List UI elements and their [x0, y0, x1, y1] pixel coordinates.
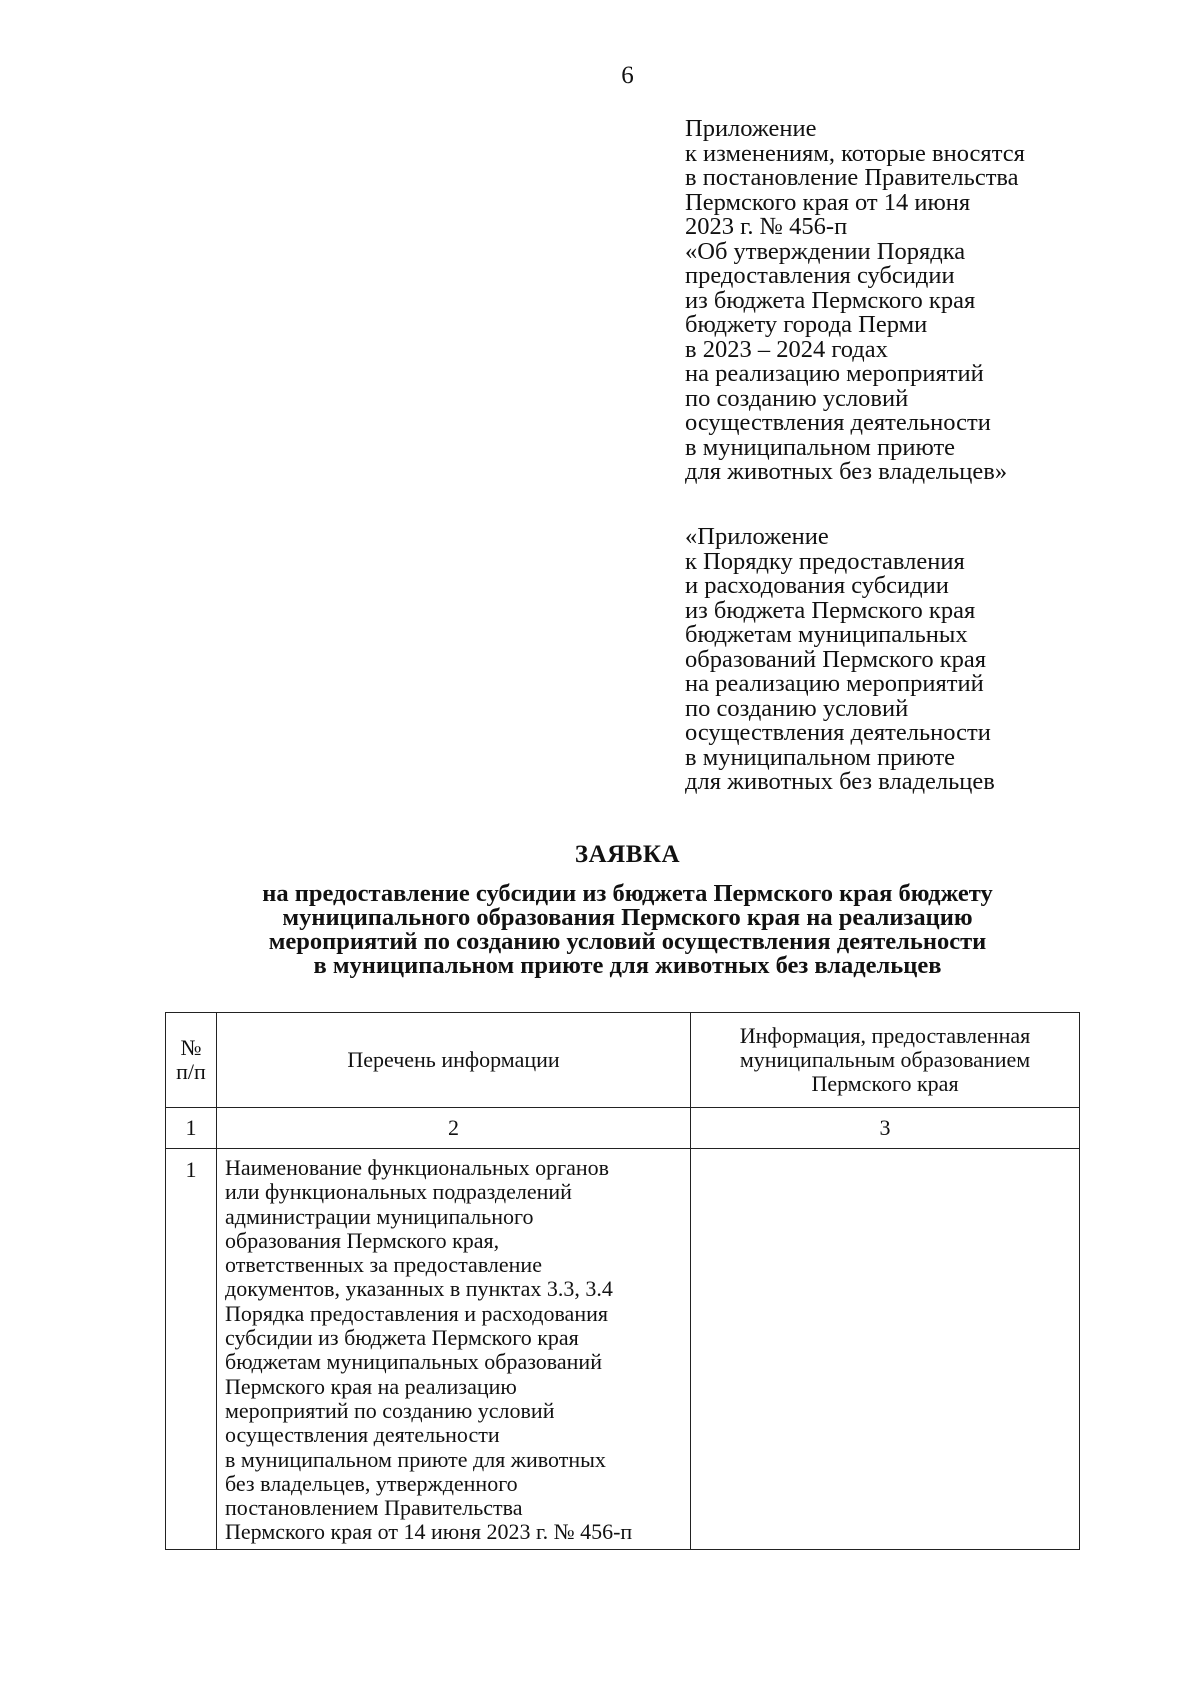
header-number-line: № — [180, 1035, 202, 1060]
order-appendix-line: в муниципальном приюте — [685, 743, 956, 771]
order-appendix-note — [685, 525, 1165, 795]
appendix-note-line: осуществления деятельности — [685, 409, 991, 436]
document-subtitle — [0, 882, 1200, 978]
header-info-line: муниципальным образованием — [739, 1047, 1031, 1072]
appendix-note-line: по созданию условий — [685, 384, 909, 412]
row-index: 1 — [166, 1149, 217, 1550]
description-line: в муниципальном приюте для животных — [225, 1446, 606, 1472]
subtitle-line: на предоставление субсидии из бюджета Пермского края бюджету — [262, 880, 993, 907]
order-appendix-line: и расходования субсидии — [685, 572, 949, 599]
description-line: Пермского края от 14 июня 2023 г. № 456-п — [225, 1519, 633, 1545]
description-line: без владельцев, утвержденного — [225, 1470, 518, 1496]
appendix-note-line: Приложение — [685, 115, 817, 142]
order-appendix-line: осуществления деятельности — [685, 719, 991, 746]
order-appendix-line: по созданию условий — [685, 694, 909, 722]
application-table — [165, 1012, 1080, 1550]
row-description — [217, 1149, 691, 1550]
header-info-line: Информация, предоставленная — [739, 1023, 1031, 1048]
description-line: бюджетам муниципальных образований — [225, 1349, 602, 1375]
appendix-note — [685, 117, 1165, 485]
appendix-note-line: к изменениям, которые вносятся — [685, 139, 1025, 167]
subtitle-line: муниципального образования Пермского края на реализацию — [282, 904, 973, 931]
description-line: или функциональных подразделений — [225, 1179, 572, 1205]
appendix-note-line: бюджету города Перми — [685, 311, 928, 338]
appendix-note-line: Пермского края от 14 июня — [685, 188, 971, 216]
appendix-note-line: на реализацию мероприятий — [685, 360, 984, 387]
appendix-note-line: в 2023 – 2024 годах — [685, 335, 888, 363]
order-appendix-line: на реализацию мероприятий — [685, 670, 984, 697]
order-appendix-line: бюджетам муниципальных — [685, 621, 968, 648]
order-appendix-line: для животных без владельцев — [685, 768, 995, 795]
header-number-line: п/п — [176, 1059, 206, 1084]
order-appendix-line: к Порядку предоставления — [685, 547, 965, 575]
column-number: 3 — [691, 1108, 1080, 1149]
appendix-note-line: для животных без владельцев» — [685, 458, 1008, 485]
header-info-line: Пермского края — [811, 1071, 959, 1096]
appendix-note-line: предоставления субсидии — [685, 262, 955, 289]
description-line: Наименование функциональных органов — [225, 1155, 610, 1180]
order-appendix-line: образований Пермского края — [685, 645, 987, 673]
description-line: документов, указанных в пунктах 3.3, 3.4 — [225, 1276, 613, 1302]
header-information-list: Перечень информации — [217, 1013, 691, 1108]
header-number — [166, 1013, 217, 1108]
appendix-note-line: 2023 г. № 456-п — [685, 213, 848, 240]
column-number: 1 — [166, 1108, 217, 1149]
table-row — [166, 1149, 1080, 1550]
description-line: администрации муниципального — [225, 1203, 534, 1229]
description-line: ответственных за предоставление — [225, 1252, 542, 1278]
description-line: Пермского края на реализацию — [225, 1373, 517, 1399]
row-municipal-information[interactable] — [691, 1149, 1080, 1550]
order-appendix-line: из бюджета Пермского края — [685, 596, 976, 624]
column-number-row — [166, 1108, 1080, 1149]
description-line: постановлением Правительства — [225, 1495, 523, 1521]
appendix-note-line: «Об утверждении Порядка — [685, 237, 966, 265]
appendix-note-line: в муниципальном приюте — [685, 433, 956, 461]
appendix-note-line: из бюджета Пермского края — [685, 286, 976, 314]
table-header-row — [166, 1013, 1080, 1108]
description-line: мероприятий по созданию условий — [225, 1397, 555, 1423]
subtitle-line: в муниципальном приюте для животных без владельцев — [313, 952, 942, 979]
description-line: субсидии из бюджета Пермского края — [225, 1325, 579, 1351]
order-appendix-line: «Приложение — [685, 523, 829, 550]
appendix-note-line: в постановление Правительства — [685, 164, 1019, 191]
page-number: 6 — [621, 62, 634, 89]
description-line: Порядка предоставления и расходования — [225, 1300, 608, 1326]
document-title: ЗАЯВКА — [574, 841, 681, 868]
column-number: 2 — [217, 1108, 691, 1149]
header-municipal-information — [691, 1013, 1080, 1108]
description-line: осуществления деятельности — [225, 1422, 500, 1448]
subtitle-line: мероприятий по созданию условий осуществления деятельности — [268, 928, 987, 955]
description-line: образования Пермского края, — [225, 1227, 500, 1253]
